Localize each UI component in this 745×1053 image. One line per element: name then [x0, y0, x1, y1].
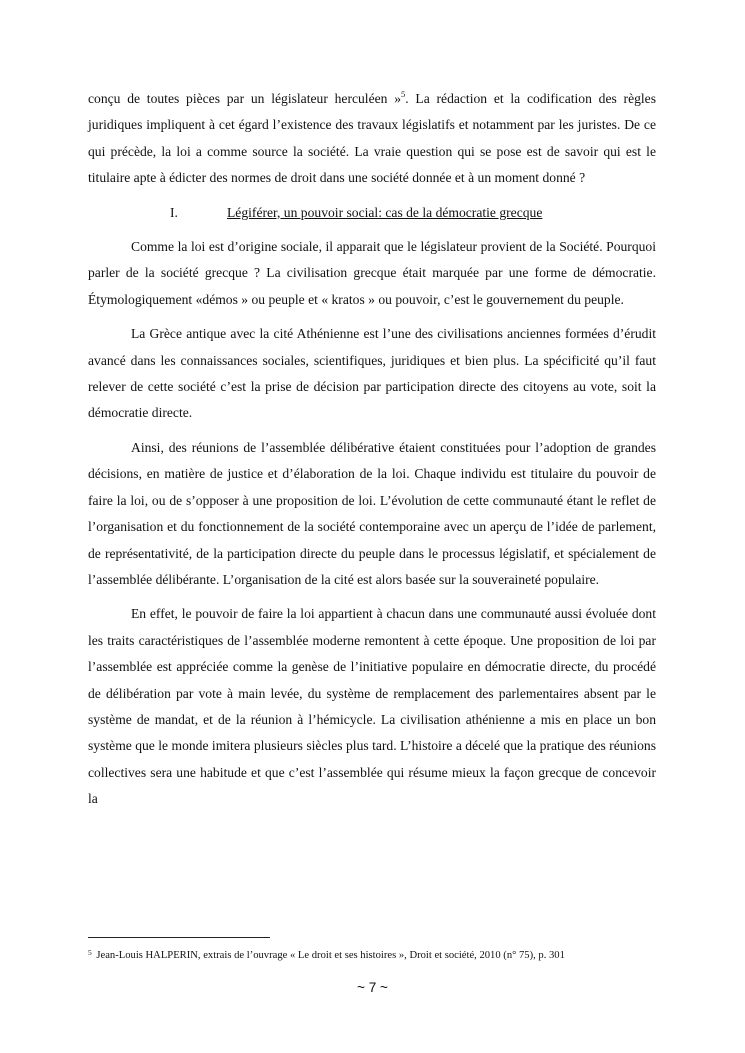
- paragraph-3: Ainsi, des réunions de l’assemblée délibérative étaient constituées pour l’adoption de grandes décisions, en matière de justice et d’élaboration de la loi. Chaque individu est titulaire du pouvoir de faire la loi, ou de s’opposer à une proposition de loi. L’évolution de cette communauté étant le reflet de l’organisation et du fonctionnement de la société contemporaine avec un aperçu de l’idée de parlement, de représentativité, de la participation directe du peuple dans le processus législatif, et spécialement de l’assemblée délibérante. L’organisation de la cité est alors basée sur la souveraineté populaire.: [88, 439, 656, 587]
- page-number: ~ 7 ~: [357, 980, 388, 995]
- paragraph-1: Comme la loi est d’origine sociale, il apparait que le législateur provient de la Société. Pourquoi parler de la société grecque ? La civilisation grecque était marquée par une forme de démocratie. Étymologiquement «démos » ou peuple et « kratos » ou pouvoir, c’est le gouvernement du peuple.: [88, 239, 656, 307]
- paragraph-continued-end: . La rédaction et la codification des règles juridiques impliquent à cet égard l’existence des travaux législatifs et notamment par les juristes. De ce qui précède, la loi a comme source la société. La vraie question qui se pose est de savoir qui est le titulaire apte à édicter des normes de droit dans une société donnée et à un moment donné ?: [88, 91, 656, 186]
- footnote-mark: 5: [88, 948, 92, 957]
- footnote-text: Jean-Louis HALPERIN, extrais de l’ouvrage « Le droit et ses histoires », Droit et société, 2010 (n° 75), p. 301: [96, 950, 565, 961]
- section-heading: [88, 200, 656, 226]
- paragraph-continued: [88, 86, 656, 192]
- paragraph-continued-start: conçu de toutes pièces par un législateur herculéen »: [88, 91, 401, 106]
- footnote-reference: 5: [401, 89, 406, 99]
- body-text: [88, 86, 656, 813]
- footnote: [88, 946, 688, 963]
- paragraph-2: La Grèce antique avec la cité Athénienne est l’une des civilisations anciennes formées d’érudit avancé dans les connaissances sociales, scientifiques, juridiques et bien plus. La spécificité qu’il faut relever de cette société c’est la prise de décision par participation directe des citoyens au vote, soit la démocratie directe.: [88, 326, 656, 421]
- paragraph-4: En effet, le pouvoir de faire la loi appartient à chacun dans une communauté aussi évoluée dont les traits caractéristiques de l’assemblée moderne remontent à cette époque. Une proposition de loi par l’assemblée est appréciée comme la genèse de l’initiative populaire en démocratie directe, du procédé de délibération par vote à main levée, du système de remplacement des parlementaires absent par le système de mandat, et de la réunion à l’hémicycle. La civilisation athénienne a mis en place un bon système que le monde imitera plusieurs siècles plus tard. L’histoire a décelé que la pratique des réunions collectives sera une habitude et que c’est l’assemblée qui résume mieux la façon grecque de concevoir la: [88, 606, 656, 807]
- section-title: Légiférer, un pouvoir social: cas de la démocratie grecque: [227, 204, 543, 220]
- section-number: I.: [170, 204, 178, 220]
- footnote-separator: [88, 937, 270, 938]
